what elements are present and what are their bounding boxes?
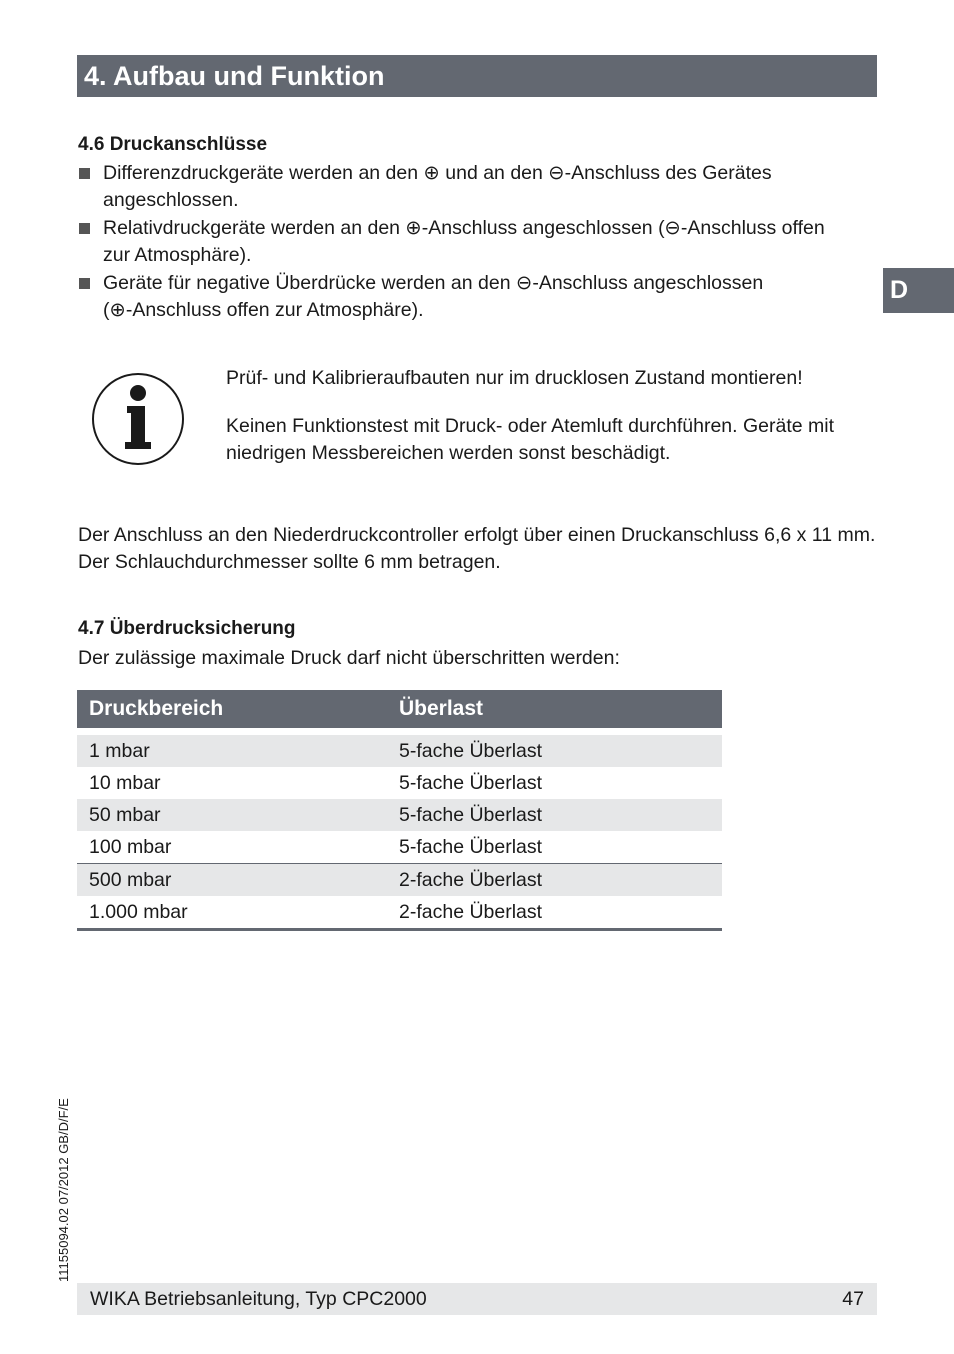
table-cell: 1 mbar xyxy=(89,740,150,762)
language-tab: D xyxy=(883,268,954,313)
list-item-line: Geräte für negative Überdrücke werden an den ⊖-Anschluss angeschlossen xyxy=(103,272,764,294)
table-cell: 1.000 mbar xyxy=(89,901,188,923)
table-cell: 500 mbar xyxy=(89,869,172,891)
table-cell: 10 mbar xyxy=(89,772,161,794)
paragraph-line: Der Anschluss an den Niederdruckcontroller erfolgt über einen Druckanschluss 6,6 x 11 mm. xyxy=(78,524,876,546)
info-note-line: niedrigen Messbereichen werden sonst beschädigt. xyxy=(226,442,671,464)
info-note-text: Prüf- und Kalibrieraufbauten nur im drucklosen Zustand montieren! xyxy=(226,367,803,389)
square-bullet-icon xyxy=(79,168,90,179)
table-cell: 2-fache Überlast xyxy=(399,901,543,923)
list-item-line: Differenzdruckgeräte werden an den ⊕ und an den ⊖-Anschluss des Gerätes xyxy=(103,162,772,184)
section-heading-4-6: 4.6 Druckanschlüsse xyxy=(78,134,268,155)
table-row xyxy=(77,863,722,896)
list-item xyxy=(78,270,878,324)
info-note-line: Keinen Funktionstest mit Druck- oder Atemluft durchführen. Geräte mit xyxy=(226,415,835,437)
overload-table xyxy=(77,690,722,931)
document-reference: 11155094.02 07/2012 GB/D/F/E xyxy=(56,1098,71,1282)
connection-paragraph xyxy=(78,522,888,576)
table-cell: 5-fache Überlast xyxy=(399,772,543,794)
table-row xyxy=(77,799,722,831)
table-cell: 5-fache Überlast xyxy=(399,804,543,826)
table-cell: 5-fache Überlast xyxy=(399,836,543,858)
list-item-line: (⊕-Anschluss offen zur Atmosphäre). xyxy=(103,299,424,321)
table-body xyxy=(77,735,722,931)
section-intro: Der zulässige maximale Druck darf nicht überschritten werden: xyxy=(78,647,620,669)
table-row xyxy=(77,896,722,928)
table-row xyxy=(77,735,722,767)
chapter-title: 4. Aufbau und Funktion xyxy=(77,55,877,97)
list-item-line: angeschlossen. xyxy=(103,189,239,211)
paragraph-line: Der Schlauchdurchmesser sollte 6 mm betragen. xyxy=(78,551,501,573)
square-bullet-icon xyxy=(79,223,90,234)
bullet-list xyxy=(78,160,878,325)
table-cell: 5-fache Überlast xyxy=(399,740,543,762)
list-item-line: Relativdruckgeräte werden an den ⊕-Anschluss angeschlossen (⊖-Anschluss offen xyxy=(103,217,825,239)
table-cell: 100 mbar xyxy=(89,836,172,858)
list-item xyxy=(78,160,878,214)
table-cell: 50 mbar xyxy=(89,804,161,826)
page-footer xyxy=(77,1283,877,1315)
table-row xyxy=(77,831,722,863)
info-note-text xyxy=(226,413,876,467)
column-header-range: Druckbereich xyxy=(89,697,224,720)
info-icon xyxy=(91,372,185,466)
table-header xyxy=(77,690,722,728)
list-item-line: zur Atmosphäre). xyxy=(103,244,252,266)
table-cell: 2-fache Überlast xyxy=(399,869,543,891)
page-number: 47 xyxy=(842,1287,864,1310)
footer-title: WIKA Betriebsanleitung, Typ CPC2000 xyxy=(90,1287,427,1310)
list-item xyxy=(78,215,878,269)
section-heading-4-7: 4.7 Überdrucksicherung xyxy=(78,618,296,639)
column-header-overload: Überlast xyxy=(399,697,484,720)
table-row xyxy=(77,767,722,799)
square-bullet-icon xyxy=(79,278,90,289)
